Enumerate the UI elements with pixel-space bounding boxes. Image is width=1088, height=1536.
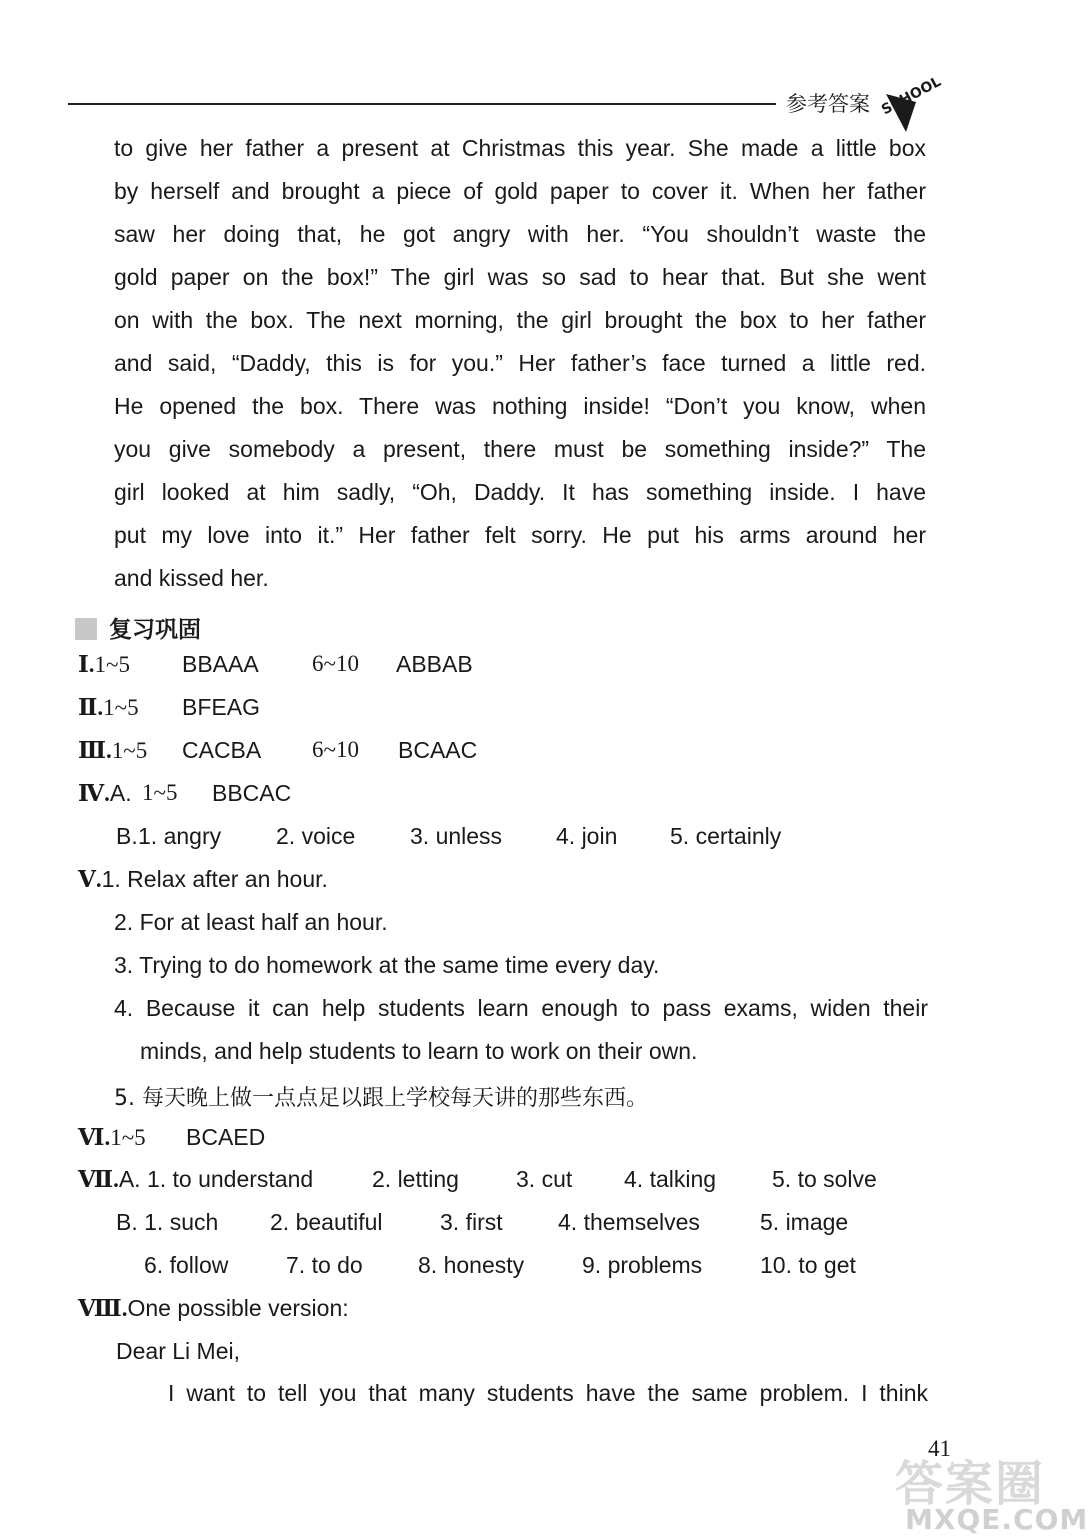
answer-item: 2. beautiful bbox=[270, 1209, 383, 1235]
passage-line: girl looked at him sadly, “Oh, Daddy. It has something inside. I have bbox=[114, 479, 926, 505]
answer-item: 10. to get bbox=[760, 1252, 856, 1278]
roman-numeral: Ⅷ. bbox=[78, 1296, 128, 1321]
part-label: A. bbox=[109, 780, 132, 806]
answer-row-6 bbox=[78, 1124, 266, 1151]
answer: BCAAC bbox=[398, 737, 478, 763]
range: 1~5 bbox=[111, 738, 148, 763]
passage-line: put my love into it.” Her father felt sorry. He put his arms around her bbox=[114, 522, 926, 548]
watermark bbox=[895, 1445, 1088, 1536]
roman-numeral: Ⅵ. bbox=[78, 1125, 111, 1150]
answer-row-5-4b: minds, and help students to learn to work on their own. bbox=[140, 1038, 698, 1064]
answer: ABBAB bbox=[396, 651, 473, 677]
answer-row-1 bbox=[78, 651, 473, 678]
roman-numeral: Ⅱ. bbox=[78, 695, 104, 720]
header-label: 参考答案 bbox=[786, 92, 870, 116]
answer-item: 9. problems bbox=[582, 1252, 703, 1278]
answer: BBCAC bbox=[212, 780, 292, 806]
watermark-top: 答案圈 bbox=[895, 1456, 1046, 1512]
answer-item: 5. certainly bbox=[670, 823, 782, 849]
answer-row-5-3: 3. Trying to do homework at the same time every day. bbox=[114, 952, 660, 978]
part-label: B. bbox=[116, 823, 138, 849]
letter-body: I want to tell you that many students have the same problem. I think bbox=[168, 1380, 928, 1406]
answer-row-5-1 bbox=[78, 866, 328, 893]
passage-line: saw her doing that, he got angry with her. “You shouldn’t waste the bbox=[114, 221, 926, 247]
passage-line: and kissed her. bbox=[114, 565, 269, 591]
answer-row-5-2: 2. For at least half an hour. bbox=[114, 909, 388, 935]
answer-row-5-5: 5. 每天晚上做一点点足以跟上学校每天讲的那些东西。 bbox=[114, 1086, 648, 1111]
answer-item: A. 1. to understand bbox=[118, 1166, 314, 1192]
answer-item: 4. join bbox=[556, 823, 618, 849]
answer: BCAED bbox=[186, 1124, 266, 1150]
range: 1~5 bbox=[94, 652, 130, 677]
range: 1~5 bbox=[142, 780, 178, 805]
passage-line: He opened the box. There was nothing inside! “Don’t you know, when bbox=[114, 393, 926, 419]
range: 6~10 bbox=[312, 651, 359, 676]
roman-numeral: Ⅲ. bbox=[78, 738, 112, 763]
roman-numeral: Ⅳ. bbox=[78, 781, 110, 806]
answer-item: 5. image bbox=[760, 1209, 849, 1235]
answer-row-2 bbox=[78, 694, 260, 721]
section-title bbox=[75, 611, 201, 644]
roman-numeral: Ⅶ. bbox=[78, 1167, 119, 1192]
answer-item: 2. voice bbox=[276, 823, 356, 849]
watermark-bottom: MXQE.COM bbox=[905, 1503, 1088, 1536]
passage-line: to give her father a present at Christmas this year. She made a little box bbox=[114, 135, 926, 161]
answer-row-7b bbox=[116, 1209, 849, 1236]
passage-line: by herself and brought a piece of gold paper to cover it. When her father bbox=[114, 178, 926, 204]
answer-item: 7. to do bbox=[286, 1252, 363, 1278]
answer-item: 1. Relax after an hour. bbox=[101, 866, 328, 892]
answer-row-3 bbox=[78, 737, 478, 764]
answer-item: 5. to solve bbox=[772, 1166, 877, 1192]
roman-numeral: Ⅰ. bbox=[78, 652, 95, 677]
answer-row-4a bbox=[78, 780, 292, 807]
answer-row-7c bbox=[144, 1252, 856, 1279]
section-title-text: 复习巩固 bbox=[109, 617, 201, 643]
range: 1~5 bbox=[110, 1125, 146, 1150]
logo-text: SCHOOL bbox=[879, 73, 944, 119]
passage-line: on with the box. The next morning, the girl brought the box to her father bbox=[114, 307, 926, 333]
answer-row-4b bbox=[116, 823, 782, 850]
section-marker-icon bbox=[75, 618, 97, 640]
roman-numeral: Ⅴ. bbox=[78, 867, 102, 892]
range: 6~10 bbox=[312, 737, 359, 762]
passage-line: gold paper on the box!” The girl was so sad to hear that. But she went bbox=[114, 264, 926, 290]
page-number: 41 bbox=[928, 1436, 951, 1461]
answer-item: One possible version: bbox=[127, 1295, 349, 1321]
answer: BFEAG bbox=[182, 694, 260, 720]
passage-line: you give somebody a present, there must be something inside?” The bbox=[114, 436, 926, 462]
range: 1~5 bbox=[103, 695, 139, 720]
answer: CACBA bbox=[182, 737, 262, 763]
school-logo-icon bbox=[872, 72, 944, 134]
answer-row-8 bbox=[78, 1295, 349, 1322]
answer-item: 3. first bbox=[440, 1209, 503, 1235]
answer-item: 8. honesty bbox=[418, 1252, 525, 1278]
passage bbox=[114, 127, 926, 600]
answer-row-5-4a: 4. Because it can help students learn enough to pass exams, widen their bbox=[114, 995, 928, 1021]
answer-item: B. 1. such bbox=[116, 1209, 219, 1235]
letter-greeting: Dear Li Mei, bbox=[116, 1338, 240, 1364]
passage-line: and said, “Daddy, this is for you.” Her father’s face turned a little red. bbox=[114, 350, 926, 376]
answer-item: 2. letting bbox=[372, 1166, 459, 1192]
answer-item: 3. cut bbox=[516, 1166, 573, 1192]
header-rule bbox=[68, 103, 776, 105]
answer-item: 4. talking bbox=[624, 1166, 717, 1192]
answer: BBAAA bbox=[182, 651, 259, 677]
answer-item: 6. follow bbox=[144, 1252, 229, 1278]
answer-item: 3. unless bbox=[410, 823, 503, 849]
answer-item: 1. angry bbox=[138, 823, 222, 849]
answer-item: 4. themselves bbox=[558, 1209, 700, 1235]
answer-row-7a bbox=[78, 1166, 877, 1193]
